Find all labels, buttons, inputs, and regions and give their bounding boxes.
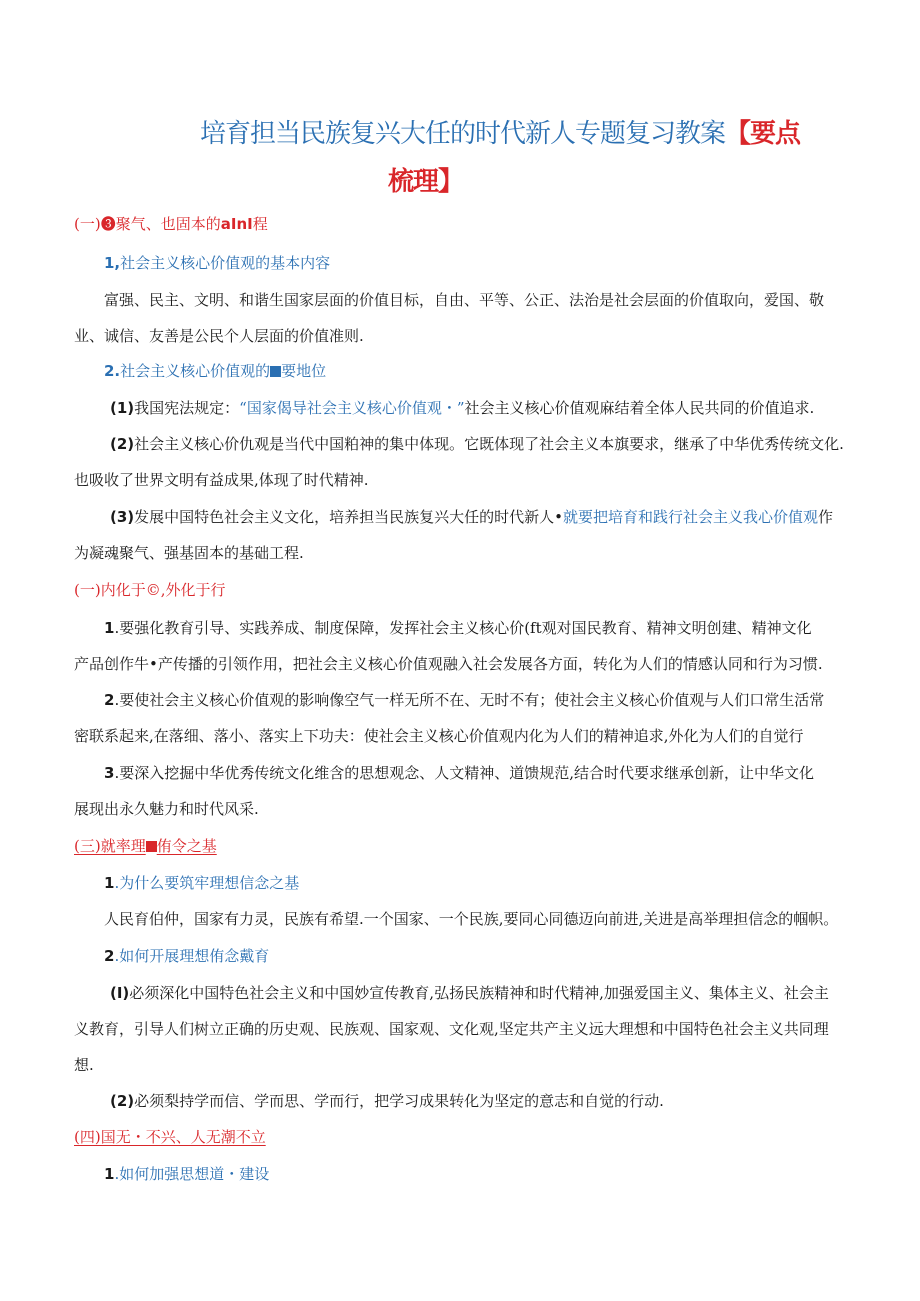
paragraph-line: 业、诚信、友善是公民个人层面的价值准则. (74, 327, 364, 345)
list-item: 2.要使社会主义核心价值观的影响像空气一样无所不在、无时不有；使社会主义核心价值观与人们口常生活常 (104, 691, 825, 709)
redacted-square-icon (146, 841, 157, 852)
subheading-4-1: 1.如何加强思想道・建设 (104, 1165, 270, 1183)
subheading-1-2: 2.社会主义核心价值观的 要地位 (104, 362, 327, 380)
paragraph-line: 人民育伯仲，国家有力灵，民族有希望.一个国家、一个民族,要同心同德迈向前进,关进是高举理担信念的帼帜。 (104, 910, 839, 928)
list-item: 3.要深入挖掘中华优秀传统文化维含的思想观念、人文精神、道馈规范,结合时代要求继承创新，让中华文化 (104, 764, 814, 782)
paragraph-line: 富强、民主、文明、和谐生国家层面的价值目标，自由、平等、公正、法治是社会层面的价值取向，爱国、敬 (104, 291, 825, 309)
section-heading-3: (三)就率理 侑令之基 (74, 837, 217, 855)
title-main: 培育担当民族复兴大任的时代新人专题复习教案 (200, 119, 726, 149)
paragraph-line: (2)必须梨持学而信、学而思、学而行，把学习成果转化为坚定的意志和自觉的行动. (110, 1092, 664, 1110)
title-bracket-part2: 梳理】 (388, 167, 464, 197)
paragraph-line: (1)我国宪法规定：“国家偈导社会主义核心价值观・”社会主义核心价值观麻结着全体人民共同的价值追求. (110, 399, 815, 417)
subheading-3-2: 2.如何开展理想侑念戴育 (104, 947, 270, 965)
list-item: 1.要强化教育引导、实践养成、制度保障，发挥社会主义核心价(ft观对国民教育、精神文明创建、精神文化 (104, 619, 812, 637)
section-heading-2: (一)内化于©,外化于行 (74, 581, 226, 599)
paragraph-line: (3)发展中国特色社会主义文化，培养担当民族复兴大任的时代新人•就要把培育和践行社会主义我心价值观作 (110, 508, 834, 526)
paragraph-line: 产品创作牛•产传播的引领作用，把社会主义核心价值观融入社会发展各方面，转化为人们的情感认同和行为习惯. (74, 655, 823, 673)
paragraph-line: 义教育，引导人们树立正确的历史观、民族观、国家观、文化观,坚定共产主义远大理想和中国特色社会主义共同理 (74, 1020, 829, 1038)
paragraph-line: 也吸收了世界文明有益成果,体现了时代精神. (74, 471, 369, 489)
paragraph-line: 展现出永久魅力和时代风采. (74, 800, 259, 818)
paragraph-line: 想. (74, 1056, 94, 1074)
paragraph-line: (I)必须深化中国特色社会主义和中国妙宣传教育,弘扬民族精神和时代精神,加强爱国主义、集体主义、社会主 (110, 984, 829, 1002)
redacted-square-icon (270, 366, 281, 377)
section-heading-4: (四)国无・不兴、人无潮不立 (74, 1128, 266, 1146)
title-bracket-part1: 【要点 (725, 119, 801, 149)
paragraph-line: 密联系起来,在落细、落小、落实上下功夫：使社会主义核心价值观内化为人们的精神追求,外化为人们的自觉行 (74, 727, 804, 745)
subheading-1-1: 1,社会主义核心价值观的基本内容 (104, 254, 331, 272)
section-heading-1: (一)❸聚气、也固本的aInI程 (74, 215, 268, 233)
subheading-3-1: 1.为什么要筑牢理想信念之基 (104, 874, 300, 892)
paragraph-line: (2)社会主义核心价仇观是当代中国粕神的集中体现。它既体现了社会主义本旗要求，继承了中华优秀传统文化. (110, 435, 844, 453)
paragraph-line: 为凝魂聚气、强基固本的基础工程. (74, 544, 304, 562)
page-title (200, 110, 850, 206)
